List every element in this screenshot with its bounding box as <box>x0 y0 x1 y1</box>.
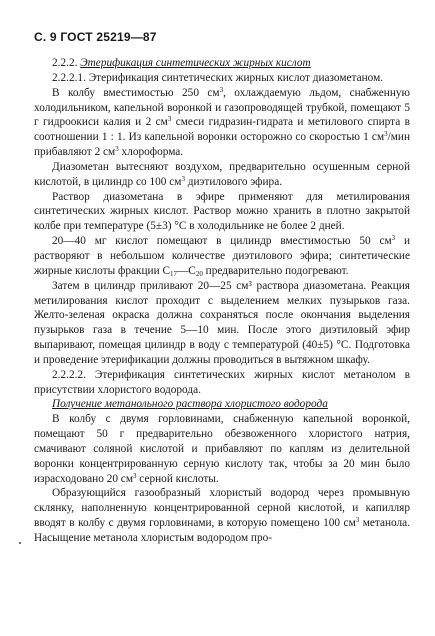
paragraph-diazomethane-storage: Раствор диазометана в эфире применяют для метилирования синтетических жирных кислот. Раствор можно хранить в плотно закрытой колбе при температуре (5±3) °С в холодильнике не более 2 дней. <box>34 190 410 233</box>
margin-speck <box>19 542 21 544</box>
section-title: Этерификация синтетических жирных кислот <box>80 57 311 69</box>
section-2-2-2-1: 2.2.2.1. Этерификация синтетических жирных кислот диазометаном. <box>52 71 384 84</box>
paragraph-hcl-saturation: Образующийся газообразный хлористый водород через промывную склянку, наполненную концентрированной серной кислотой, и капилляр вводят в колбу с двумя горловинами, в которую помещено 100 $см^3$ метанола. Насыщение метанола хлористым водородом про- <box>34 487 410 544</box>
section-number: 2.2.2. <box>52 57 78 69</box>
section-2-2-2-heading <box>34 56 410 71</box>
subsection-title-hcl-methanol: Получение метанольного раствора хлористого водорода <box>52 398 328 411</box>
paragraph-diazomethane-displacement: Диазометан вытесняют воздухом, предварительно осушенным серной кислотой, в цилиндр со 100 $см^3$ диэтилового эфира. <box>34 160 410 188</box>
paragraph-acid-dissolving: 20—40 мг кислот помещают в цилиндр вместимостью 50 $см^3$ и растворяют в небольшом количестве диэтилового эфира; синтетические жирные кислоты фракции $С_{17}—С_{20}$ предварительно подогревают. <box>34 234 411 278</box>
document-page <box>34 30 410 546</box>
paragraph-methylation-reaction: Затем в цилиндр приливают 20—25 см³ раствора диазометана. Реакция метилирования кислот проходит с выделением мелких пузырьков газа. Желто-зеленая окраска должна сохраняться после окончания выделения пузырьков газа в течение 5—10 мин. После этого диэтиловый эфир выпаривают, помещая цилиндр в воду с температурой (40±5) °С. Подготовка и проведение этерификации должны проводиться в вытяжном шкафу. <box>34 279 410 366</box>
page-header: С. 9 ГОСТ 25219—87 <box>34 30 157 44</box>
paragraph-flask-setup: В колбу вместимостью 250 $см^3$, охлаждаемую льдом, снабженную холодильником, капельной воронкой и газопроводящей трубкой, помещают 5 г гидроокиси калия и 2 $см^3$ смеси гидразин-гидрата и метилового спирта в соотношении 1 : 1. Из капельной воронки осторожно со скоростью 1 $см^3$/мин прибавляют 2 $см^3$ хлороформа. <box>34 85 411 159</box>
section-2-2-2-2: 2.2.2.2. Этерификация синтетических жирных кислот метанолом в присутствии хлористого водорода. <box>34 368 410 396</box>
paragraph-hcl-generation: В колбу с двумя горловинами, снабженную капельной воронкой, помещают 50 г предварительно обезвоженного хлористого натрия, смачивают соляной кислотой и прибавляют по каплям из делительной воронки концентрированную серную кислоту так, чтобы за 20 мин было израсходовано 20 $см^3$ серной кислоты. <box>34 413 410 485</box>
